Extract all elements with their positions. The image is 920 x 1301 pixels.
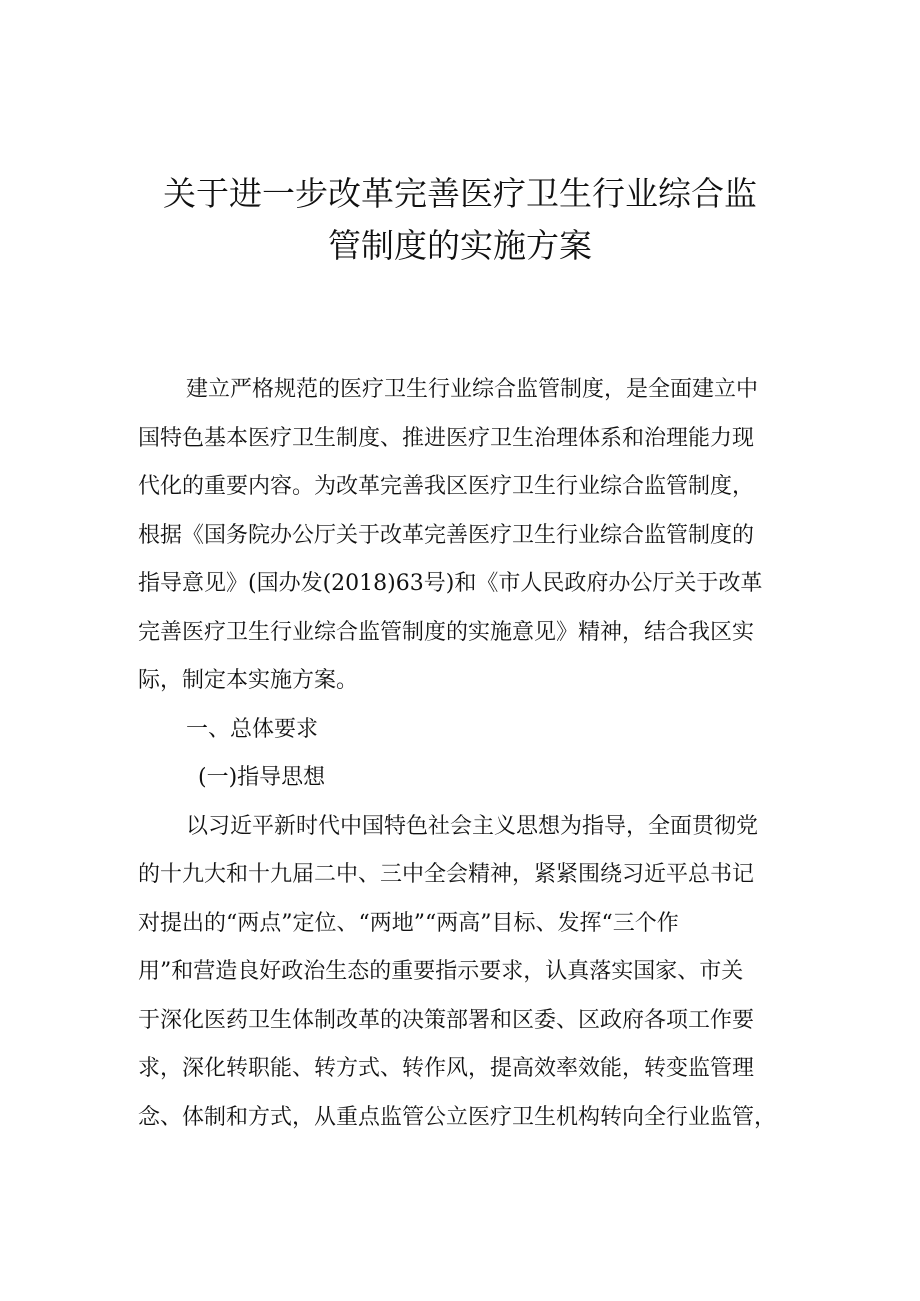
body-line-11: 的十九大和十九届二中、三中全会精神，紧紧围绕习近平总书记: [138, 862, 755, 887]
body-line-12: 对提出的“两点”定位、“两地”“两高”目标、发挥“三个作: [138, 910, 679, 936]
document-body: [138, 366, 788, 1142]
title-line-1: 关于进一步改革完善医疗卫生行业综合监: [163, 174, 757, 213]
body-line-14: 于深化医药卫生体制改革的决策部署和区委、区政府各项工作要: [138, 1007, 755, 1033]
body-line-2: 国特色基本医疗卫生制度、推进医疗卫生治理体系和治理能力现: [138, 425, 755, 451]
body-line-6: 完善医疗卫生行业综合监管制度的实施意见》精神，结合我区实: [138, 619, 755, 645]
body-line-13: 用”和营造良好政治生态的重要指示要求，认真落实国家、市关: [138, 959, 744, 984]
body-line-4: 根据《国务院办公厅关于改革完善医疗卫生行业综合监管制度的: [138, 522, 755, 548]
body-line-10: 以习近平新时代中国特色社会主义思想为指导，全面贯彻党: [186, 813, 759, 839]
body-line-5: 指导意见》(国办发(2018)63号)和《市人民政府办公厅关于改革: [138, 571, 763, 596]
body-line-1: 建立严格规范的医疗卫生行业综合监管制度，是全面建立中: [186, 377, 759, 402]
subsection-heading-1: (一)指导思想: [198, 765, 326, 790]
body-line-3: 代化的重要内容。为改革完善我区医疗卫生行业综合监管制度，: [138, 474, 755, 499]
document-title: [0, 168, 920, 272]
section-heading-1: 一、总体要求: [186, 716, 319, 742]
body-line-7: 际，制定本实施方案。: [138, 668, 359, 693]
body-line-16: 念、体制和方式，从重点监管公立医疗卫生机构转向全行业监管，: [138, 1104, 777, 1130]
body-line-15: 求，深化转职能、转方式、转作风，提高效率效能，转变监管理: [138, 1056, 755, 1081]
title-line-2: 管制度的实施方案: [328, 226, 592, 265]
